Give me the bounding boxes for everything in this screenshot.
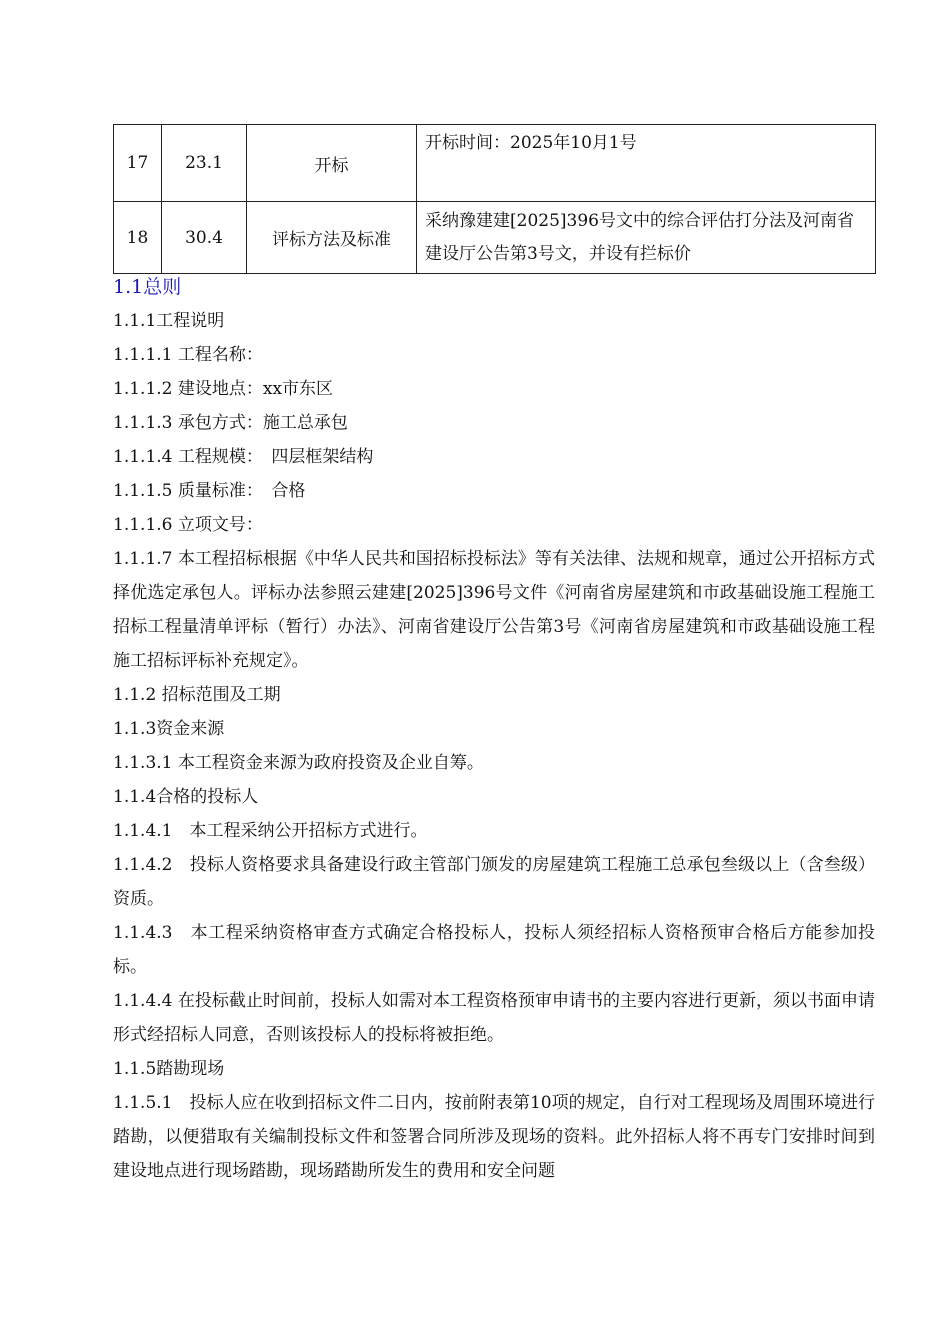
table-row — [114, 125, 876, 202]
clause-number-cell: 30.4 — [162, 202, 247, 274]
paragraph: 1.1.3资金来源 — [113, 719, 225, 739]
paragraph: 1.1.1.4 工程规模： 四层框架结构 — [113, 447, 374, 467]
item-name-cell: 开标 — [247, 125, 417, 202]
paragraph: 1.1.4.2 投标人资格要求具备建设行政主管部门颁发的房屋建筑工程施工总承包叁级以上（含叁级）资质。 — [113, 855, 875, 909]
paragraph: 1.1.5.1 投标人应在收到招标文件二日内，按前附表第10项的规定，自行对工程现场及周围环境进行踏勘，以便猎取有关编制投标文件和签署合同所涉及现场的资料。此外招标人将不再专门安排时间到建设地点进行现场踏勘，现场踏勘所发生的费用和安全问题 — [113, 1093, 875, 1181]
paragraph: 1.1.5踏勘现场 — [113, 1059, 225, 1079]
paragraph: 1.1.4.1 本工程采纳公开招标方式进行。 — [113, 821, 428, 841]
section-general — [113, 270, 875, 1188]
clause-number-cell: 23.1 — [162, 125, 247, 202]
paragraph: 1.1.1.7 本工程招标根据《中华人民共和国招标投标法》等有关法律、法规和规章，通过公开招标方式择优选定承包人。评标办法参照云建建[2025]396号文件《河南省房屋建筑和市政基础设施工程施工招标工程量清单评标（暂行）办法》、河南省建设厅公告第3号《河南省房屋建筑和市政基础设施工程施工招标评标补充规定》。 — [113, 549, 875, 671]
paragraph: 1.1.4.3 本工程采纳资格审查方式确定合格投标人，投标人须经招标人资格预审合格后方能参加投标。 — [113, 923, 875, 977]
item-content-cell: 开标时间：2025年10月1号 — [417, 125, 876, 202]
paragraph: 1.1.1.3 承包方式：施工总承包 — [113, 413, 348, 433]
paragraph: 1.1.1.6 立项文号： — [113, 515, 263, 535]
section-heading: 1.1总则 — [113, 276, 182, 298]
paragraph: 1.1.4合格的投标人 — [113, 787, 259, 807]
paragraph: 1.1.4.4 在投标截止时间前，投标人如需对本工程资格预审申请书的主要内容进行更新，须以书面申请形式经招标人同意，否则该投标人的投标将被拒绝。 — [113, 991, 875, 1045]
paragraph: 1.1.1.1 工程名称： — [113, 345, 263, 365]
paragraph: 1.1.3.1 本工程资金来源为政府投资及企业自筹。 — [113, 753, 484, 773]
row-number-cell: 18 — [114, 202, 162, 274]
paragraph: 1.1.1.2 建设地点：xx市东区 — [113, 379, 334, 399]
item-content-cell: 采纳豫建建[2025]396号文中的综合评估打分法及河南省建设厅公告第3号文，并设有拦标价 — [417, 202, 876, 274]
paragraph: 1.1.1工程说明 — [113, 311, 225, 331]
item-name-cell: 评标方法及标准 — [247, 202, 417, 274]
bid-info-table — [113, 124, 876, 274]
table-row — [114, 202, 876, 274]
row-number-cell: 17 — [114, 125, 162, 202]
paragraph: 1.1.1.5 质量标准： 合格 — [113, 481, 306, 501]
paragraph: 1.1.2 招标范围及工期 — [113, 685, 281, 705]
